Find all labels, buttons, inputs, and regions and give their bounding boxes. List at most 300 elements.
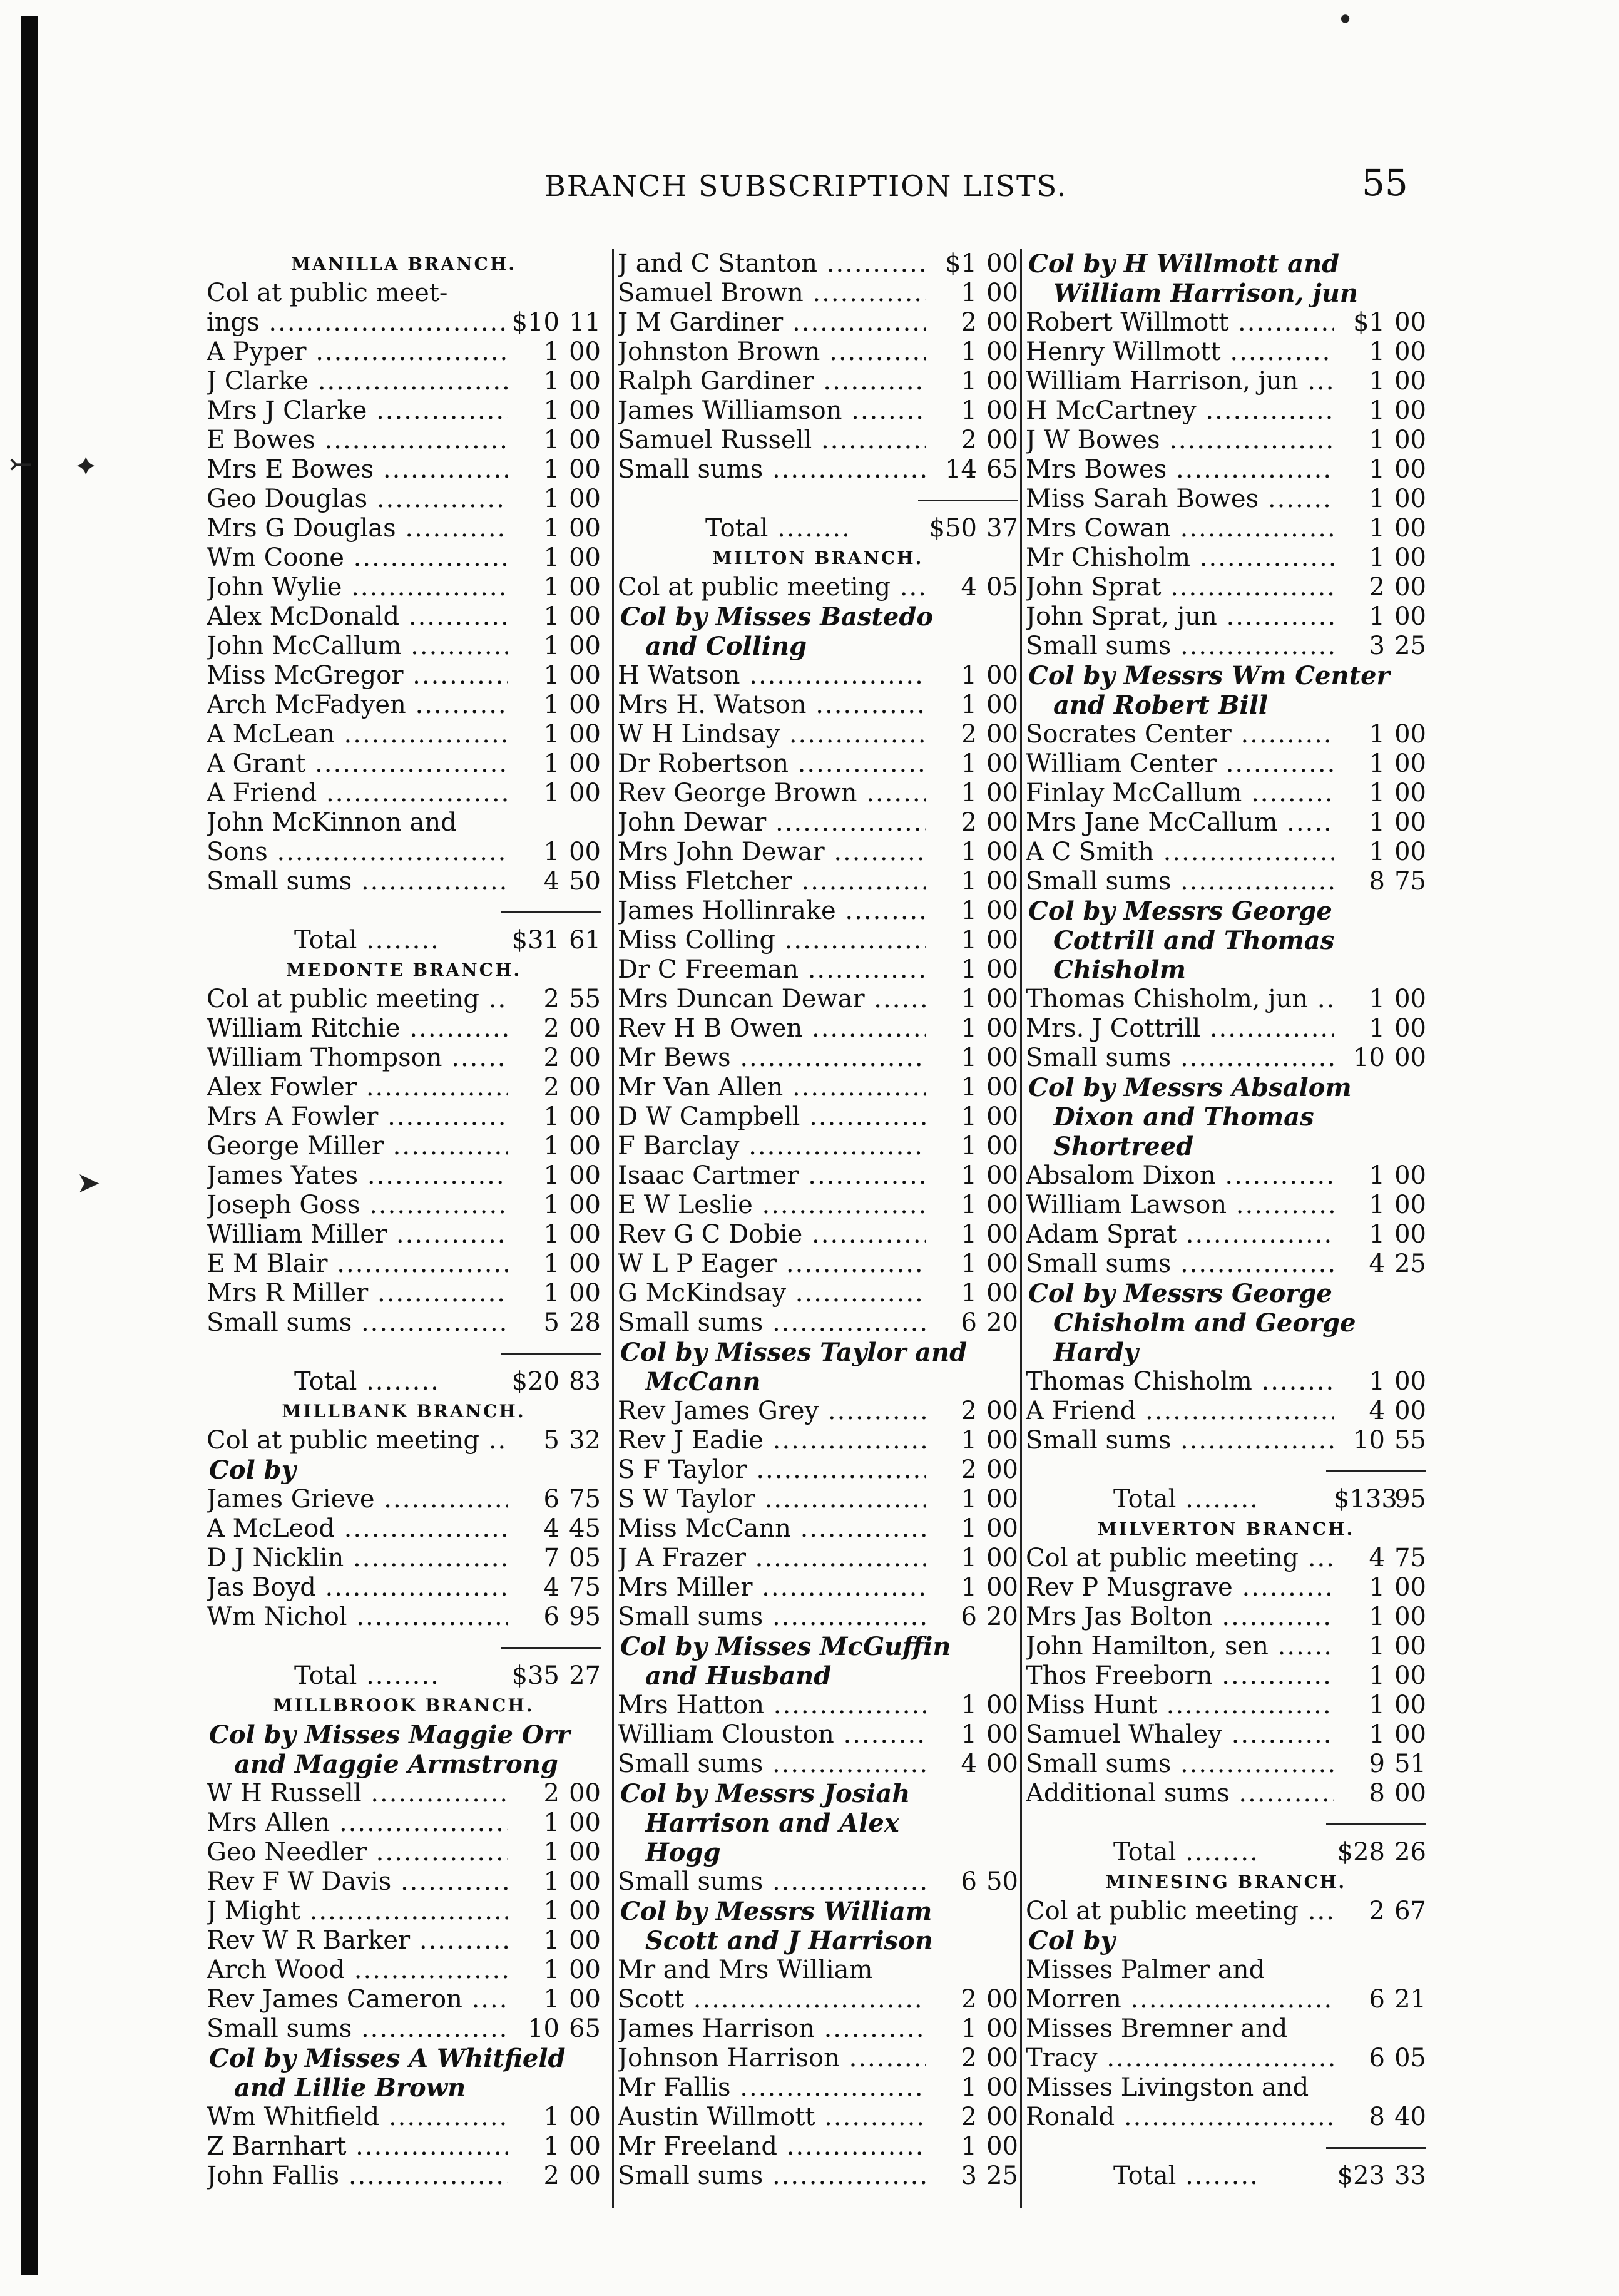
amount-cents: 00 [986, 985, 1018, 1013]
entry-row [618, 985, 1018, 1014]
entry-row [618, 1191, 1018, 1220]
entry-row [618, 1132, 1018, 1161]
amount-cents: 26 [1394, 1838, 1426, 1867]
amount-dollars: 10 [528, 2014, 559, 2043]
branch-heading: MILLBANK BRANCH. [282, 1401, 526, 1422]
entry-name: J W Bowes ..... [1026, 426, 1334, 455]
book-binding-edge [21, 16, 38, 2275]
entry-name: Ronald ..... [1026, 2103, 1334, 2132]
amount-dollars: $50 [929, 514, 977, 543]
amount-cents: 00 [986, 1191, 1018, 1219]
entry-row [618, 367, 1018, 396]
collector-note: Col by Messrs Wm Center [1028, 661, 1390, 690]
amount-dollars: 1 [543, 838, 559, 866]
amount-cents: 00 [986, 279, 1018, 307]
amount-dollars: 10 [1353, 1043, 1385, 1072]
amount-dollars: 4 [543, 867, 559, 896]
entry-row [1026, 2103, 1426, 2132]
collector-note: Col by H Willmott and [1028, 249, 1340, 279]
entry-name: Robert Willmott ..... [1026, 308, 1334, 337]
amount-cents: 00 [1394, 838, 1426, 866]
entry-name: Small sums ..... [207, 1308, 508, 1338]
entry-row [207, 1779, 601, 1808]
entry-name: Arch McFadyen ..... [207, 690, 508, 720]
entry-row [207, 308, 601, 337]
entry-row [207, 279, 601, 308]
entry-name: E W Leslie ..... [618, 1191, 926, 1220]
entry-name: ings ..... [207, 308, 508, 337]
amount-dollars: 1 [1369, 838, 1385, 866]
entry-row [618, 808, 1018, 838]
entry-name: Col at public meeting ..... [618, 573, 926, 602]
amount-dollars: 1 [961, 838, 977, 866]
amount-cents: 00 [986, 1073, 1018, 1102]
collector-note: Col by Messrs William [620, 1897, 932, 1926]
entry-row [618, 2014, 1018, 2044]
amount-dollars: 1 [961, 1073, 977, 1102]
amount-cents: 00 [569, 749, 601, 778]
amount-dollars: 6 [961, 1308, 977, 1337]
entry-name: Ralph Gardiner ..... [618, 367, 926, 396]
amount-cents: 75 [569, 1485, 601, 1514]
entry-row [618, 720, 1018, 749]
entry-name: Wm Nichol ..... [207, 1602, 508, 1632]
entry-name: Miss McCann ..... [618, 1514, 926, 1544]
amount-cents: 00 [986, 2014, 1018, 2043]
amount-dollars: 1 [543, 602, 559, 631]
amount-cents: 00 [569, 1926, 601, 1955]
amount-cents: 25 [1394, 1249, 1426, 1278]
entry-row [207, 1838, 601, 1867]
amount-dollars: 2 [961, 1397, 977, 1425]
entry-name: Johnson Harrison ..... [618, 2044, 926, 2073]
entry-row [1026, 2044, 1426, 2073]
entry-name: William Ritchie ..... [207, 1014, 508, 1043]
amount-dollars: 1 [1369, 779, 1385, 807]
collector-note: McCann [645, 1367, 761, 1397]
entry-row [618, 779, 1018, 808]
amount-cents: 65 [986, 455, 1018, 484]
entry-row [1026, 2014, 1426, 2044]
amount-dollars: 1 [543, 426, 559, 454]
total-rule [207, 896, 601, 926]
total-label: Total ..... [618, 514, 926, 543]
entry-name: Rev W R Barker ..... [207, 1926, 508, 1955]
entry-name: W H Lindsay ..... [618, 720, 926, 749]
entry-row [207, 1485, 601, 1514]
amount-cents: 00 [986, 1102, 1018, 1131]
entry-row [618, 337, 1018, 367]
collector-note: Cottrill and Thomas [1053, 926, 1335, 955]
amount-cents: 00 [986, 838, 1018, 866]
amount-cents: 00 [1394, 573, 1426, 602]
total-row [1026, 1838, 1426, 1867]
entry-name: Wm Coone ..... [207, 543, 508, 573]
branch-heading: MILLBROOK BRANCH. [273, 1695, 534, 1716]
entry-name: Small sums ..... [618, 2161, 926, 2191]
entry-name: James Yates ..... [207, 1161, 508, 1191]
amount-cents: 00 [986, 426, 1018, 454]
amount-cents: 37 [986, 514, 1018, 543]
amount-dollars: 14 [945, 455, 977, 484]
amount-cents: 00 [569, 1102, 601, 1131]
entry-name: Miss Hunt ..... [1026, 1691, 1334, 1720]
amount-dollars: 4 [961, 1750, 977, 1778]
entry-row [618, 1602, 1018, 1632]
entry-row [207, 1249, 601, 1279]
entry-row [207, 1514, 601, 1544]
entry-name: Col at public meeting ..... [207, 985, 508, 1014]
amount-cents: 00 [986, 661, 1018, 690]
entry-row [618, 1073, 1018, 1102]
entry-name: Small sums ..... [207, 2014, 508, 2044]
entry-row [207, 2103, 601, 2132]
entry-row [618, 1691, 1018, 1720]
entry-name: Absalom Dixon ..... [1026, 1161, 1334, 1191]
entry-name: Alex Fowler ..... [207, 1073, 508, 1102]
collector-note: Col by [209, 1455, 296, 1485]
amount-cents: 00 [1394, 1220, 1426, 1249]
entry-name: Mrs J Clarke ..... [207, 396, 508, 426]
amount-dollars: 4 [1369, 1397, 1385, 1425]
amount-cents: 00 [986, 367, 1018, 396]
entry-name: Small sums ..... [1026, 1750, 1334, 1779]
amount-cents: 00 [1394, 1367, 1426, 1396]
entry-name: Mr Fallis ..... [618, 2073, 926, 2103]
amount-dollars: $31 [511, 926, 559, 955]
entry-row [1026, 867, 1426, 896]
collector-note: Col by Misses McGuffin [620, 1632, 951, 1661]
entry-name: Small sums ..... [207, 867, 508, 896]
amount-cents: 00 [986, 1720, 1018, 1749]
entry-name: Additional sums ..... [1026, 1779, 1334, 1808]
total-row [1026, 2161, 1426, 2191]
amount-dollars: 1 [961, 1279, 977, 1308]
amount-cents: 00 [1394, 1191, 1426, 1219]
entry-row [618, 2073, 1018, 2103]
amount-dollars: 1 [961, 2132, 977, 2161]
entry-row [207, 985, 601, 1014]
entry-row [207, 602, 601, 632]
amount-cents: 00 [1394, 749, 1426, 778]
amount-dollars: 2 [543, 2161, 559, 2190]
amount-dollars: 4 [1369, 1249, 1385, 1278]
entry-row [618, 2044, 1018, 2073]
entry-row [618, 1720, 1018, 1750]
amount-dollars: 1 [961, 955, 977, 984]
entry-row [207, 1161, 601, 1191]
total-row [207, 926, 601, 955]
entry-row [1026, 720, 1426, 749]
entry-row [618, 1485, 1018, 1514]
amount-cents: 00 [569, 1867, 601, 1896]
amount-cents: 00 [986, 1426, 1018, 1455]
entry-row [207, 867, 601, 896]
entry-row [207, 543, 601, 573]
amount-cents: 20 [986, 1602, 1018, 1631]
amount-dollars: 2 [961, 1455, 977, 1484]
amount-cents: 00 [986, 1691, 1018, 1719]
collector-note: and Colling [645, 632, 807, 661]
amount-cents: 05 [569, 1544, 601, 1572]
entry-row [1026, 1720, 1426, 1750]
entry-row [1026, 1602, 1426, 1632]
entry-name: Mrs Jane McCallum ..... [1026, 808, 1334, 838]
entry-row [618, 279, 1018, 308]
page-header [0, 161, 1619, 213]
amount-cents: 00 [569, 720, 601, 749]
entry-row [618, 2103, 1018, 2132]
entry-name: Mr Van Allen ..... [618, 1073, 926, 1102]
amount-dollars: 1 [1369, 985, 1385, 1013]
entry-name: William Center ..... [1026, 749, 1334, 779]
entry-name: John McCallum ..... [207, 632, 508, 661]
entry-name: John Sprat, jun ..... [1026, 602, 1334, 632]
entry-row [207, 1102, 601, 1132]
entry-name: Small sums ..... [1026, 1043, 1334, 1073]
collector-note: Dixon and Thomas [1053, 1102, 1314, 1132]
amount-cents: 25 [1394, 632, 1426, 660]
amount-dollars: 1 [961, 1014, 977, 1043]
entry-row [618, 249, 1018, 279]
amount-cents: 55 [569, 985, 601, 1013]
amount-cents: 00 [986, 1750, 1018, 1778]
total-row [1026, 1485, 1426, 1514]
amount-cents: 00 [569, 337, 601, 366]
amount-cents: 00 [1394, 308, 1426, 337]
amount-dollars: 1 [1369, 1720, 1385, 1749]
entry-name: Mrs. J Cottrill ..... [1026, 1014, 1334, 1043]
entry-row [1026, 632, 1426, 661]
entry-row [207, 690, 601, 720]
entry-name: Misses Livingston and [1026, 2073, 1309, 2102]
amount-dollars: 1 [543, 1867, 559, 1896]
entry-row [618, 1514, 1018, 1544]
amount-dollars: 1 [543, 455, 559, 484]
entry-row [1026, 1426, 1426, 1455]
amount-cents: 00 [986, 1573, 1018, 1602]
entry-name: James Grieve ..... [207, 1485, 508, 1514]
entry-row [207, 1132, 601, 1161]
entry-name: Rev P Musgrave ..... [1026, 1573, 1334, 1602]
entry-name: Arch Wood ..... [207, 1955, 508, 1985]
entry-name: Scott ..... [618, 1985, 926, 2014]
amount-cents: 00 [986, 2073, 1018, 2102]
amount-dollars: 1 [1369, 396, 1385, 425]
amount-dollars: $35 [511, 1661, 559, 1690]
amount-dollars: 6 [1369, 2044, 1385, 2073]
branch-heading: MANILLA BRANCH. [291, 254, 516, 274]
entry-name: S W Taylor ..... [618, 1485, 926, 1514]
total-row [207, 1661, 601, 1691]
entry-name: Mrs R Miller ..... [207, 1279, 508, 1308]
entry-name: John Wylie ..... [207, 573, 508, 602]
total-row [618, 514, 1018, 543]
entry-row [207, 1808, 601, 1838]
entry-row [618, 426, 1018, 455]
entry-row [618, 1955, 1018, 1985]
collector-note: Col by Messrs George [1028, 1279, 1332, 1308]
amount-dollars: 1 [1369, 808, 1385, 837]
amount-dollars: 6 [1369, 1985, 1385, 2014]
amount-cents: 00 [569, 1779, 601, 1808]
entry-name: G McKindsay ..... [618, 1279, 926, 1308]
amount-cents: 28 [569, 1308, 601, 1337]
amount-dollars: 2 [961, 426, 977, 454]
amount-cents: 95 [1394, 1485, 1426, 1514]
amount-cents: 32 [569, 1426, 601, 1455]
amount-cents: 00 [986, 337, 1018, 366]
amount-cents: 00 [986, 1514, 1018, 1543]
entry-name: Mrs H. Watson ..... [618, 690, 926, 720]
amount-dollars: 1 [961, 690, 977, 719]
entry-name: Joseph Goss ..... [207, 1191, 508, 1220]
amount-cents: 00 [569, 632, 601, 660]
amount-cents: 65 [569, 2014, 601, 2043]
amount-cents: 75 [1394, 1544, 1426, 1572]
amount-dollars: 1 [1369, 1632, 1385, 1661]
entry-row [207, 808, 601, 838]
entry-name: J Clarke ..... [207, 367, 508, 396]
amount-cents: 00 [569, 367, 601, 396]
entry-row [1026, 1191, 1426, 1220]
amount-cents: 83 [569, 1367, 601, 1396]
amount-cents: 00 [986, 1485, 1018, 1514]
amount-cents: 45 [569, 1514, 601, 1543]
amount-dollars: 1 [1369, 749, 1385, 778]
collector-note: Col by [1028, 1926, 1115, 1955]
amount-dollars: 1 [543, 749, 559, 778]
amount-dollars: 1 [543, 514, 559, 543]
entry-row [618, 1161, 1018, 1191]
amount-dollars: 4 [543, 1573, 559, 1602]
amount-cents: 61 [569, 926, 601, 955]
amount-dollars: 1 [543, 337, 559, 366]
entry-row [1026, 1661, 1426, 1691]
amount-cents: 33 [1394, 2161, 1426, 2190]
amount-cents: 00 [569, 1249, 601, 1278]
amount-dollars: 2 [543, 1043, 559, 1072]
amount-dollars: 1 [543, 1955, 559, 1984]
amount-dollars: 1 [961, 1249, 977, 1278]
entry-row [207, 367, 601, 396]
amount-dollars: 1 [961, 1043, 977, 1072]
entry-name: Misses Palmer and [1026, 1955, 1265, 1984]
amount-cents: 00 [569, 396, 601, 425]
amount-dollars: 1 [961, 337, 977, 366]
entry-name: D J Nicklin ..... [207, 1544, 508, 1573]
amount-dollars: 1 [1369, 1014, 1385, 1043]
amount-cents: 00 [986, 1397, 1018, 1425]
amount-cents: 00 [569, 543, 601, 572]
entry-row [618, 1397, 1018, 1426]
amount-dollars: 2 [961, 2044, 977, 2073]
entry-name: Morren ..... [1026, 1985, 1334, 2014]
amount-cents: 00 [1394, 1014, 1426, 1043]
amount-cents: 00 [986, 896, 1018, 925]
amount-cents: 00 [569, 2103, 601, 2131]
entry-name: James Williamson ..... [618, 396, 926, 426]
entry-name: A Grant ..... [207, 749, 508, 779]
branch-heading: MEDONTE BRANCH. [285, 960, 522, 980]
amount-cents: 00 [986, 749, 1018, 778]
entry-row [1026, 985, 1426, 1014]
page-speck: ⤚ [9, 447, 33, 481]
collector-note: Col by Misses Taylor and [620, 1338, 968, 1367]
amount-cents: 00 [986, 1544, 1018, 1572]
amount-dollars: 10 [1353, 1426, 1385, 1455]
amount-dollars: $23 [1337, 2161, 1385, 2190]
amount-cents: 00 [569, 690, 601, 719]
amount-dollars: 1 [543, 720, 559, 749]
amount-cents: 00 [569, 838, 601, 866]
amount-cents: 00 [569, 1897, 601, 1925]
amount-cents: 00 [1394, 367, 1426, 396]
amount-cents: 00 [1394, 514, 1426, 543]
amount-cents: 00 [569, 1073, 601, 1102]
amount-cents: 20 [986, 1308, 1018, 1337]
total-rule [1026, 1808, 1426, 1838]
entry-name: Mrs Jas Bolton ..... [1026, 1602, 1334, 1632]
entry-name: A McLean ..... [207, 720, 508, 749]
amount-dollars: 5 [543, 1308, 559, 1337]
entry-name: Small sums ..... [1026, 1426, 1334, 1455]
collector-note: Hogg [645, 1838, 721, 1867]
entry-name: Mr Freeland ..... [618, 2132, 926, 2161]
entry-row [1026, 838, 1426, 867]
amount-cents: 00 [569, 1191, 601, 1219]
entry-row [1026, 1750, 1426, 1779]
amount-dollars: 1 [543, 1279, 559, 1308]
entry-name: Rev James Grey ..... [618, 1397, 926, 1426]
amount-cents: 67 [1394, 1897, 1426, 1925]
amount-cents: 00 [1394, 808, 1426, 837]
amount-cents: 00 [569, 426, 601, 454]
entry-row [618, 749, 1018, 779]
amount-dollars: 7 [543, 1544, 559, 1572]
amount-cents: 00 [986, 1161, 1018, 1190]
entry-row [1026, 1691, 1426, 1720]
entry-row [207, 1867, 601, 1897]
entry-name: Alex McDonald ..... [207, 602, 508, 632]
amount-dollars: 1 [1369, 1573, 1385, 1602]
amount-dollars: 1 [961, 1485, 977, 1514]
entry-name: Adam Sprat ..... [1026, 1220, 1334, 1249]
amount-cents: 00 [986, 779, 1018, 807]
entry-row [207, 573, 601, 602]
entry-row [207, 1220, 601, 1249]
entry-name: Rev James Cameron ..... [207, 1985, 508, 2014]
amount-cents: 00 [569, 2161, 601, 2190]
amount-dollars: 1 [961, 396, 977, 425]
entry-row [1026, 1632, 1426, 1661]
entry-row [207, 1602, 601, 1632]
entry-row [207, 1279, 601, 1308]
entry-row [207, 1955, 601, 1985]
total-rule [1026, 1455, 1426, 1485]
amount-cents: 00 [569, 1985, 601, 2014]
amount-dollars: 1 [543, 1102, 559, 1131]
amount-dollars: 8 [1369, 2103, 1385, 2131]
entry-name: F Barclay ..... [618, 1132, 926, 1161]
amount-dollars: 1 [961, 896, 977, 925]
amount-cents: 50 [569, 867, 601, 896]
entry-row [207, 2161, 601, 2191]
amount-dollars: 1 [1369, 514, 1385, 543]
entry-row [207, 1073, 601, 1102]
entry-row [618, 1750, 1018, 1779]
entry-name: John McKinnon and [207, 808, 457, 837]
